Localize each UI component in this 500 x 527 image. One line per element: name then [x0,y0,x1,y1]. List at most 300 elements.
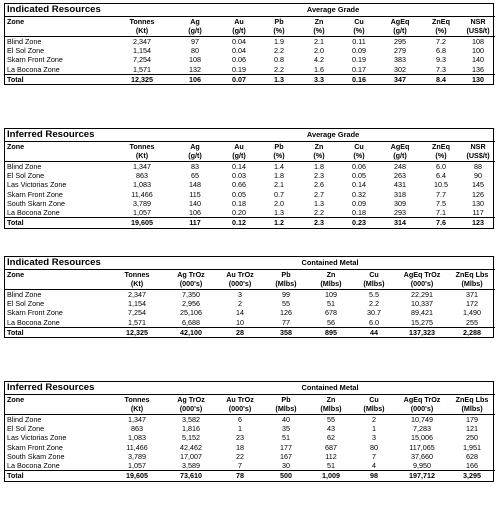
cell-value: 0.20 [232,208,247,218]
column-header: Ag TrOz [177,270,205,280]
cell-value: 22 [236,451,245,461]
total-value: 3.3 [299,74,339,84]
cell-value: 121 [466,423,479,433]
cell-value: 248 [394,161,407,171]
column-unit: (Mlbs) [309,279,353,289]
column-unit: (g/t) [219,151,259,161]
cell-value: 140 [189,198,202,208]
zone-name: South Skarn Zone [7,198,65,208]
cell-value: 22,291 [411,289,433,299]
table-title-row [5,382,495,395]
column-header: AgEq [390,142,410,152]
zone-name: El Sol Zone [7,45,45,55]
cell-value: 56 [327,317,335,327]
header-units-row [5,404,495,414]
cell-value: 1,571 [128,317,146,327]
column-group-label: Average Grade [171,129,495,142]
table-title-row [5,257,495,270]
zone-name: La Bocona Zone [7,317,60,327]
cell-value: 23 [236,433,245,443]
total-value: 1,009 [309,471,353,481]
cell-value: 383 [394,55,406,65]
cell-value: 1,057 [133,208,151,218]
table-row [5,414,495,424]
cell-value: 2.2 [314,208,325,218]
column-header: Ag [190,17,200,27]
cell-value: 126 [472,189,485,199]
cell-value: 2.0 [314,45,324,55]
cell-value: 0.14 [352,180,367,190]
cell-value: 0.09 [352,198,367,208]
cell-value: 1,951 [463,442,482,452]
zone-name: La Bocona Zone [7,208,60,218]
cell-value: 1,154 [128,298,146,308]
total-value: 0.12 [219,218,259,228]
column-unit: (%) [259,151,299,161]
cell-value: 51 [282,433,291,443]
column-header: Zn [326,395,336,405]
cell-value: 77 [282,317,290,327]
zone-name: La Bocona Zone [7,461,60,471]
cell-value: 2,956 [182,298,200,308]
column-unit: (%) [421,151,461,161]
cell-value: 1 [372,423,377,433]
cell-value: 10,337 [411,298,433,308]
total-value: 197,712 [395,471,449,481]
column-unit: (Kt) [109,404,165,414]
cell-value: 3 [372,433,377,443]
total-value: 19,605 [113,218,171,228]
cell-value: 0.18 [352,208,367,218]
cell-value: 7.5 [436,198,447,208]
total-value: 78 [217,471,263,481]
zone-name: Skarn Front Zone [7,189,63,199]
column-unit: (US$/t) [461,151,495,161]
cell-value: 0.06 [352,161,367,171]
total-value: 314 [379,218,421,228]
column-unit: (000's) [395,404,449,414]
cell-value: 11,466 [126,442,148,452]
column-header: Ag TrOz [177,395,205,405]
zone-name: Blind Zone [7,414,42,424]
zone-name: Skarn Front Zone [7,55,63,65]
cell-value: 65 [191,170,200,180]
cell-value: 90 [474,170,483,180]
table-indicated-metal [4,256,494,338]
cell-value: 136 [472,64,485,74]
column-unit: (%) [421,26,461,36]
total-value: 1.3 [259,74,299,84]
column-header: ZnEq [432,17,450,27]
table-row [5,46,495,55]
cell-value: 3,582 [182,414,201,424]
cell-value: 0.8 [274,55,284,65]
column-unit: (Mlbs) [263,404,309,414]
cell-value: 62 [327,433,336,443]
cell-value: 99 [282,289,290,299]
column-unit [5,151,113,161]
table-row [5,308,495,317]
cell-value: 1.4 [274,161,285,171]
cell-value: 0.19 [352,55,366,65]
column-header: Au [234,142,244,152]
cell-value: 2.1 [274,180,285,190]
zone-name: El Sol Zone [7,170,45,180]
cell-value: 0.19 [232,64,246,74]
cell-value: 1 [238,423,243,433]
cell-value: 80 [370,442,379,452]
column-header: Au TrOz [226,395,254,405]
zone-name: South Skam Zone [7,451,65,461]
column-header: Cu [369,270,379,280]
cell-value: 126 [280,308,292,318]
cell-value: 55 [327,414,336,424]
table-row [5,64,495,74]
cell-value: 3,789 [133,198,151,208]
total-value: 98 [353,471,395,481]
column-unit [5,404,109,414]
cell-value: 2.2 [274,45,284,55]
cell-value: 1,083 [133,180,151,190]
cell-value: 117 [472,208,484,218]
zone-name: El Sol Zone [7,423,45,433]
cell-value: 7,254 [133,55,151,65]
table-row [5,36,495,46]
total-value: 123 [461,218,495,228]
cell-value: 6.4 [436,170,447,180]
cell-value: 6.8 [436,45,446,55]
column-unit [5,279,109,289]
cell-value: 7,254 [128,308,146,318]
total-value: 0.07 [219,74,259,84]
column-unit: (g/t) [219,26,259,36]
table-row [5,317,495,327]
column-unit [5,26,113,36]
cell-value: 1,057 [128,461,146,471]
table-indicated-grade [4,3,494,85]
cell-value: 1.3 [274,208,285,218]
zone-name: Blind Zone [7,161,42,171]
cell-value: 42,462 [180,442,202,452]
column-unit: (Kt) [113,151,171,161]
cell-value: 108 [472,36,485,46]
column-header: Zn [326,270,336,280]
cell-value: 0.11 [352,36,366,46]
cell-value: 6.0 [436,161,447,171]
cell-value: 0.05 [352,170,367,180]
cell-value: 255 [466,317,479,327]
header-row [5,142,495,152]
column-unit: (g/t) [379,151,421,161]
cell-value: 97 [191,36,199,46]
cell-value: 2.6 [314,180,325,190]
column-unit: (g/t) [171,26,219,36]
column-header: Zone [7,142,25,152]
total-value: 106 [171,74,219,84]
cell-value: 1.8 [274,170,285,180]
cell-value: 37,660 [411,451,433,461]
zone-name: Skarn Front Zone [7,442,63,452]
cell-value: 371 [466,289,479,299]
cell-value: 117,065 [409,442,435,452]
cell-value: 9.3 [436,55,446,65]
column-header: Cu [369,395,379,405]
cell-value: 293 [394,208,407,218]
column-header: NSR [470,17,486,27]
cell-value: 295 [394,36,406,46]
table-title: Indicated Resources [5,4,171,17]
header-units-row [5,151,495,161]
cell-value: 55 [282,298,290,308]
column-header: AgEq TrOz [403,270,441,280]
column-unit: (000's) [395,279,449,289]
cell-value: 1,347 [133,161,151,171]
column-unit: (g/t) [171,151,219,161]
column-header: Au TrOz [226,270,254,280]
column-unit: (%) [339,151,379,161]
cell-value: 279 [394,45,406,55]
cell-value: 0.06 [232,55,246,65]
zone-name: Blind Zone [7,36,42,46]
table-row [5,161,495,171]
total-value: 28 [217,327,263,337]
total-value: 0.23 [339,218,379,228]
table-row [5,289,495,299]
cell-value: 0.18 [232,198,247,208]
zone-name: El Sol Zone [7,298,45,308]
cell-value: 2.1 [314,36,324,46]
cell-value: 1,154 [133,45,151,55]
total-value: 19,605 [109,471,165,481]
column-unit: (%) [299,151,339,161]
cell-value: 112 [325,451,337,461]
cell-value: 30 [282,461,291,471]
total-row [5,218,495,228]
cell-value: 7,283 [413,423,432,433]
column-header: Tonnes [129,17,155,27]
cell-value: 140 [472,55,485,65]
cell-value: 1.9 [274,36,284,46]
column-header: Au [234,17,244,27]
column-unit: (Kt) [113,26,171,36]
table-row [5,208,495,218]
cell-value: 130 [472,198,485,208]
total-value: 12,325 [109,327,165,337]
zone-name: Las Victorias Zone [7,180,67,190]
column-header: Zone [7,17,25,27]
cell-value: 10 [236,317,244,327]
cell-value: 863 [136,170,148,180]
cell-value: 2.2 [274,64,284,74]
cell-value: 1,490 [463,308,482,318]
data-table [5,129,495,228]
cell-value: 0.32 [352,189,367,199]
cell-value: 30.7 [367,308,381,318]
cell-value: 0.09 [352,45,366,55]
cell-value: 7.7 [436,189,447,199]
cell-value: 628 [466,451,479,461]
table-title: Inferred Resources [5,382,165,395]
column-header: Tonnes [124,395,150,405]
cell-value: 10.5 [434,180,449,190]
cell-value: 0.66 [232,180,247,190]
cell-value: 15,275 [411,317,433,327]
column-header: AgEq [390,17,410,27]
total-value: 358 [263,327,309,337]
cell-value: 9,950 [413,461,432,471]
column-header: Zn [314,142,324,152]
column-header: Pb [274,17,284,27]
total-value: 2.3 [299,218,339,228]
table-row [5,442,495,451]
header-row [5,17,495,27]
cell-value: 431 [394,180,407,190]
cell-value: 166 [466,461,479,471]
column-header: Tonnes [124,270,150,280]
zone-name: Blind Zone [7,289,42,299]
cell-value: 177 [280,442,293,452]
cell-value: 1,571 [133,64,151,74]
column-unit: (Mlbs) [353,279,395,289]
column-unit: (Kt) [109,279,165,289]
table-title-row [5,4,495,17]
cell-value: 106 [189,208,202,218]
column-header: Cu [354,142,364,152]
data-table [5,257,495,337]
cell-value: 687 [325,442,338,452]
cell-value: 100 [472,45,485,55]
table-row [5,180,495,189]
zone-name: Las Victorias Zone [7,433,67,443]
column-header: AgEq TrOz [403,395,441,405]
cell-value: 43 [327,423,336,433]
column-header: Pb [281,270,291,280]
column-unit: (%) [339,26,379,36]
cell-value: 2,347 [128,289,146,299]
cell-value: 2.2 [369,298,379,308]
table-inferred-grade [4,128,494,229]
cell-value: 1,347 [128,414,146,424]
total-value: 117 [171,218,219,228]
table-row [5,189,495,198]
column-header: Cu [354,17,364,27]
cell-value: 2.7 [314,189,325,199]
cell-value: 148 [189,180,202,190]
total-value: 137,323 [395,327,449,337]
table-row [5,199,495,208]
cell-value: 2.0 [274,198,285,208]
cell-value: 167 [280,451,293,461]
total-value: 347 [379,74,421,84]
column-group-label: Average Grade [171,4,495,17]
table-row [5,452,495,461]
column-unit: (Mlbs) [353,404,395,414]
cell-value: 2.3 [314,170,325,180]
cell-value: 25,106 [180,308,202,318]
total-value: 0.16 [339,74,379,84]
total-row [5,471,495,481]
column-header: Tonnes [129,142,155,152]
column-header: ZnEq Lbs [455,395,489,405]
cell-value: 6.0 [369,317,379,327]
total-value: 73,610 [165,471,217,481]
cell-value: 51 [327,461,336,471]
total-label: Total [5,218,113,228]
cell-value: 1.6 [314,64,324,74]
data-table [5,4,495,84]
total-value: 42,100 [165,327,217,337]
table-row [5,171,495,180]
total-value: 8.4 [421,74,461,84]
data-table [5,382,495,481]
column-header: ZnEq [432,142,450,152]
cell-value: 145 [472,180,485,190]
column-unit: (g/t) [379,26,421,36]
table-title-row [5,129,495,142]
cell-value: 0.17 [352,64,366,74]
cell-value: 7.1 [436,208,447,218]
cell-value: 17,007 [180,451,202,461]
cell-value: 1.3 [314,198,325,208]
cell-value: 109 [325,289,337,299]
cell-value: 18 [236,442,245,452]
column-unit: (%) [259,26,299,36]
total-row [5,327,495,337]
column-header: Pb [274,142,284,152]
cell-value: 5.5 [369,289,379,299]
table-row [5,461,495,471]
table-title: Indicated Resources [5,257,165,270]
cell-value: 5,152 [182,433,201,443]
cell-value: 309 [394,198,407,208]
column-header: Ag [190,142,200,152]
total-value: 12,325 [113,74,171,84]
cell-value: 3,589 [182,461,201,471]
cell-value: 7.3 [436,64,446,74]
total-value: 2,288 [449,327,495,337]
cell-value: 80 [191,45,199,55]
total-value: 500 [263,471,309,481]
total-value: 7.6 [421,218,461,228]
total-value: 44 [353,327,395,337]
total-value: 130 [461,74,495,84]
cell-value: 1,816 [182,423,201,433]
cell-value: 0.03 [232,170,247,180]
column-unit: (000's) [217,279,263,289]
column-header: Zn [314,17,324,27]
zone-name: Skarn Front Zone [7,308,63,318]
column-header: Zone [7,395,25,405]
cell-value: 0.14 [232,161,247,171]
cell-value: 0.05 [232,189,247,199]
column-group-label: Contained Metal [165,382,495,395]
cell-value: 2 [238,298,242,308]
table-row [5,433,495,442]
column-unit: (%) [299,26,339,36]
cell-value: 863 [131,423,143,433]
cell-value: 11,466 [131,189,153,199]
cell-value: 7 [372,451,377,461]
cell-value: 4 [372,461,377,471]
cell-value: 35 [282,423,291,433]
column-unit: (Mlbs) [263,279,309,289]
total-value: 895 [309,327,353,337]
header-units-row [5,279,495,289]
cell-value: 263 [394,170,407,180]
table-row [5,55,495,64]
table-row [5,424,495,433]
column-unit: (Mlbs) [449,279,495,289]
